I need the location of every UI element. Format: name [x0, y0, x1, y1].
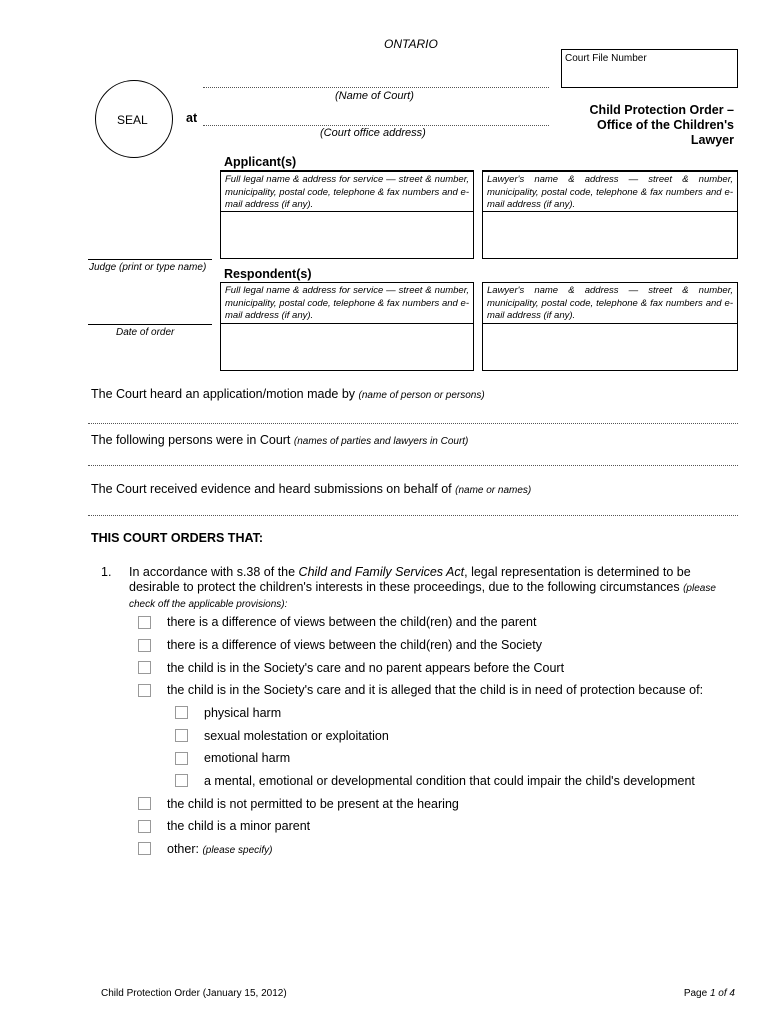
- heard-statement: [91, 387, 485, 401]
- respondent-info-field[interactable]: [220, 323, 474, 371]
- checkbox-society-views[interactable]: [138, 639, 151, 652]
- other-hint: (please specify): [202, 845, 273, 856]
- item1-text: [129, 565, 735, 612]
- item1-act: Child and Family Services Act: [298, 565, 465, 579]
- date-of-order-line[interactable]: [88, 324, 212, 325]
- present-field[interactable]: [88, 465, 738, 466]
- checkbox-sexual-molestation[interactable]: [175, 729, 188, 742]
- applicant-info-hint: Full legal name & address for service — street & number, municipality, postal code, telephone & fax numbers and e-mail address (if any).: [225, 174, 469, 210]
- item1-text-b: , legal representation is determined to be desirable to protect the children's interests in these proceedings, due to the following circumstances: [129, 565, 691, 594]
- footer-page-label: Page: [683, 988, 710, 999]
- heard-statement-hint: (name of person or persons): [358, 390, 485, 401]
- evidence-field[interactable]: [88, 515, 738, 516]
- checkbox-physical-harm[interactable]: [175, 706, 188, 719]
- evidence-statement-hint: (name or names): [455, 485, 532, 496]
- item1-text-a: In accordance with s.38 of the: [129, 565, 299, 579]
- checkbox-no-parent[interactable]: [138, 661, 151, 674]
- form-title: [590, 103, 734, 148]
- other-label: other:: [167, 842, 203, 856]
- form-title-line1: Child Protection Order –: [589, 103, 734, 117]
- respondents-heading: Respondent(s): [224, 267, 312, 281]
- checkbox-label: emotional harm: [204, 751, 291, 765]
- checkbox-need-protection[interactable]: [138, 684, 151, 697]
- evidence-statement-text: The Court received evidence and heard submissions on behalf of: [91, 482, 456, 496]
- footer-page-num: 1 of 4: [709, 988, 735, 999]
- form-title-line2: Office of the Children's: [596, 118, 734, 132]
- applicant-info-hint-box: [220, 171, 474, 212]
- name-of-court-field[interactable]: [203, 87, 549, 88]
- present-statement-hint: (names of parties and lawyers in Court): [293, 436, 469, 447]
- checkbox-label: the child is a minor parent: [167, 819, 311, 833]
- respondent-lawyer-hint-box: [482, 282, 738, 324]
- item1-number: 1.: [101, 565, 112, 579]
- applicant-info-field[interactable]: [220, 211, 474, 259]
- checkbox-label: there is a difference of views between the child(ren) and the parent: [167, 615, 537, 629]
- court-office-address-label: (Court office address): [320, 127, 426, 139]
- form-title-line3: Lawyer: [690, 133, 734, 147]
- heard-field[interactable]: [88, 423, 738, 424]
- evidence-statement: [91, 482, 531, 496]
- checkbox-emotional-harm[interactable]: [175, 752, 188, 765]
- checkbox-developmental-condition[interactable]: [175, 774, 188, 787]
- applicants-heading: Applicant(s): [224, 155, 297, 169]
- applicant-lawyer-hint-box: [482, 171, 738, 212]
- respondent-info-hint-box: [220, 282, 474, 324]
- item1-hint: (please check off the applicable provisions):: [129, 583, 716, 610]
- present-statement: [91, 433, 468, 447]
- applicant-lawyer-hint: Lawyer's name & address — street & number, municipality, postal code, telephone & fax numbers and e-mail address (if any).: [487, 174, 733, 210]
- checkbox-label: the child is in the Society's care and no parent appears before the Court: [167, 661, 565, 675]
- at-label: at: [186, 111, 198, 125]
- respondent-info-hint: Full legal name & address for service — street & number, municipality, postal code, telephone & fax numbers and e-mail address (if any).: [225, 285, 469, 321]
- judge-signature-line[interactable]: [88, 259, 212, 260]
- checkbox-other-label: [167, 842, 272, 856]
- checkbox-label: physical harm: [204, 706, 282, 720]
- date-of-order-label: Date of order: [116, 327, 175, 338]
- present-statement-text: The following persons were in Court: [91, 433, 294, 447]
- checkbox-parent-views[interactable]: [138, 616, 151, 629]
- checkbox-other[interactable]: [138, 842, 151, 855]
- judge-label: Judge (print or type name): [89, 262, 207, 273]
- checkbox-label: the child is not permitted to be present at the hearing: [167, 797, 459, 811]
- footer-page-number: [684, 988, 735, 999]
- checkbox-minor-parent[interactable]: [138, 820, 151, 833]
- respondent-lawyer-field[interactable]: [482, 323, 738, 371]
- checkbox-label: there is a difference of views between the child(ren) and the Society: [167, 638, 542, 652]
- name-of-court-label: (Name of Court): [335, 90, 414, 102]
- orders-heading: THIS COURT ORDERS THAT:: [91, 531, 263, 545]
- jurisdiction: ONTARIO: [384, 37, 438, 51]
- court-file-number-field[interactable]: [561, 49, 738, 88]
- seal-label: SEAL: [117, 113, 148, 127]
- checkbox-label: a mental, emotional or developmental condition that could impair the child's development: [204, 774, 695, 788]
- checkbox-label: the child is in the Society's care and it is alleged that the child is in need of protection because of:: [167, 683, 704, 697]
- footer-form-name: Child Protection Order (January 15, 2012): [101, 988, 287, 999]
- checkbox-not-permitted[interactable]: [138, 797, 151, 810]
- heard-statement-text: The Court heard an application/motion made by: [91, 387, 359, 401]
- respondent-lawyer-hint: Lawyer's name & address — street & number, municipality, postal code, telephone & fax numbers and e-mail address (if any).: [487, 285, 733, 321]
- court-file-number-label: Court File Number: [565, 53, 647, 64]
- applicant-lawyer-field[interactable]: [482, 211, 738, 259]
- checkbox-label: sexual molestation or exploitation: [204, 729, 389, 743]
- court-office-address-field[interactable]: [203, 125, 549, 126]
